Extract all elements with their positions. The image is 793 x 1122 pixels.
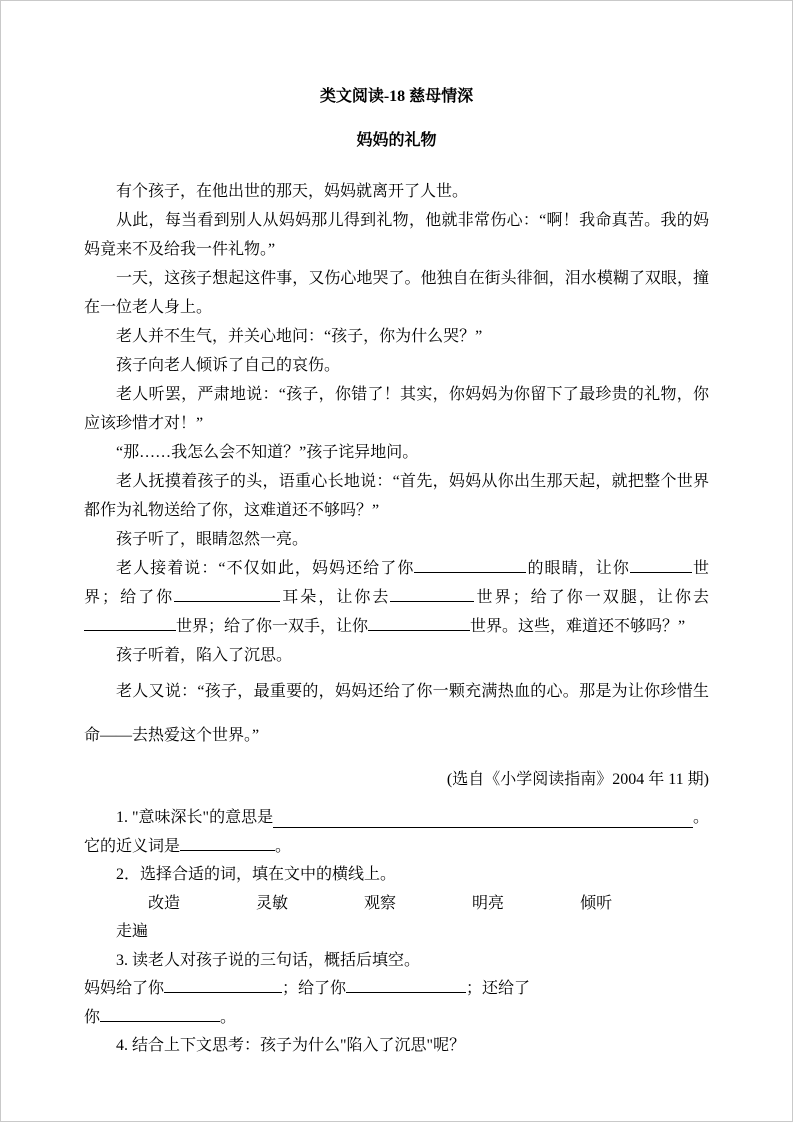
fill-in-blank bbox=[273, 827, 693, 828]
passage-text: 世界。这些，难道还不够吗？” bbox=[470, 618, 686, 635]
document-title: 类文阅读-18 慈母情深 bbox=[319, 88, 474, 105]
passage-text: 耳朵，让你去 bbox=[280, 589, 391, 606]
question-3-fill-line-1 bbox=[84, 975, 709, 1004]
passage-paragraph-5: 孩子向老人倾诉了自己的哀伤。 bbox=[116, 357, 341, 374]
question-3-fill-line-2 bbox=[84, 1004, 709, 1033]
question-text: 。 bbox=[220, 1008, 237, 1026]
question-text: 1. "意味深长"的意思是 bbox=[116, 809, 274, 826]
fill-in-blank bbox=[346, 977, 466, 993]
passage-paragraph-4: 老人并不生气，并关心地问：“孩子，你为什么哭？” bbox=[116, 328, 483, 345]
passage-paragraph-10 bbox=[84, 554, 709, 641]
question-text: 妈妈给了你 bbox=[84, 980, 165, 997]
question-text: 。 bbox=[275, 837, 292, 855]
word-option: 走遍 bbox=[116, 923, 149, 940]
question-text: 它的近义词是 bbox=[84, 837, 181, 855]
passage-text: 老人接着说：“不仅如此，妈妈还给了你 bbox=[116, 560, 415, 577]
passage-text: 世界；给了你一双手，让你 bbox=[176, 618, 369, 635]
word-option: 改造 bbox=[148, 894, 181, 912]
passage-text: 世界；给了你 bbox=[84, 560, 709, 606]
passage-text: 世界；给了你一双腿，让你去 bbox=[474, 589, 709, 606]
question-text: ；还给了 bbox=[466, 980, 531, 997]
passage-paragraph-9: 孩子听了，眼睛忽然一亮。 bbox=[116, 531, 309, 548]
passage-paragraph-8: 老人抚摸着孩子的头，语重心长地说：“首先，妈妈从你出生那天起，就把整个世界都作为礼物送给了你，这难道还不够吗？” bbox=[84, 473, 709, 519]
fill-in-blank bbox=[174, 586, 280, 602]
fill-in-blank bbox=[368, 615, 470, 631]
passage-paragraph-3: 一天，这孩子想起这件事，又伤心地哭了。他独自在街头徘徊，泪水模糊了双眼，撞在一位老人身上。 bbox=[84, 270, 709, 316]
passage-text: 的眼睛，让你 bbox=[526, 560, 630, 577]
fill-in-blank bbox=[164, 977, 282, 993]
passage-paragraph-12: 老人又说：“孩子，最重要的，妈妈还给了你一颗充满热血的心。那是为让你珍惜生命——去热爱这个世界。” bbox=[84, 683, 709, 744]
passage-paragraph-11: 孩子听着，陷入了沉思。 bbox=[116, 647, 293, 664]
fill-in-blank bbox=[100, 1006, 220, 1022]
word-option: 观察 bbox=[364, 894, 397, 912]
passage-paragraph-1: 有个孩子，在他出世的那天，妈妈就离开了人世。 bbox=[116, 183, 469, 200]
passage-paragraph-2: 从此，每当看到别人从妈妈那儿得到礼物，他就非常伤心：“啊！我命真苦。我的妈妈竟来不及给我一件礼物。” bbox=[84, 212, 709, 258]
word-option: 灵敏 bbox=[256, 894, 289, 912]
fill-in-blank bbox=[630, 557, 692, 573]
document-content bbox=[1, 1, 792, 1061]
question-text: 你 bbox=[84, 1008, 101, 1026]
passage-paragraph-7: “那……我怎么会不知道？”孩子诧异地问。 bbox=[116, 444, 419, 461]
fill-in-blank bbox=[180, 835, 275, 851]
word-option: 倾听 bbox=[580, 894, 613, 912]
fill-in-blank bbox=[84, 615, 176, 631]
question-1-line bbox=[84, 804, 709, 833]
passage-paragraph-6: 老人听罢，严肃地说：“孩子，你错了！其实，你妈妈为你留下了最珍贵的礼物，你应该珍惜才对！” bbox=[84, 386, 709, 432]
question-text: ；给了你 bbox=[282, 980, 347, 997]
question-3-prompt: 3. 读老人对孩子说的三句话，概括后填空。 bbox=[116, 951, 421, 969]
question-4-prompt: 4. 结合上下文思考：孩子为什么"陷入了沉思"呢？ bbox=[116, 1037, 466, 1054]
fill-in-blank bbox=[414, 557, 526, 573]
question-2-word-options bbox=[84, 890, 709, 947]
source-attribution: (选自《小学阅读指南》2004 年 11 期) bbox=[446, 771, 709, 788]
word-option: 明亮 bbox=[472, 894, 505, 912]
question-text: 。 bbox=[692, 809, 709, 826]
passage-title: 妈妈的礼物 bbox=[356, 132, 437, 149]
question-1-continuation bbox=[84, 833, 709, 862]
fill-in-blank bbox=[390, 586, 474, 602]
question-2-prompt: 2．选择合适的词，填在文中的横线上。 bbox=[116, 866, 397, 883]
